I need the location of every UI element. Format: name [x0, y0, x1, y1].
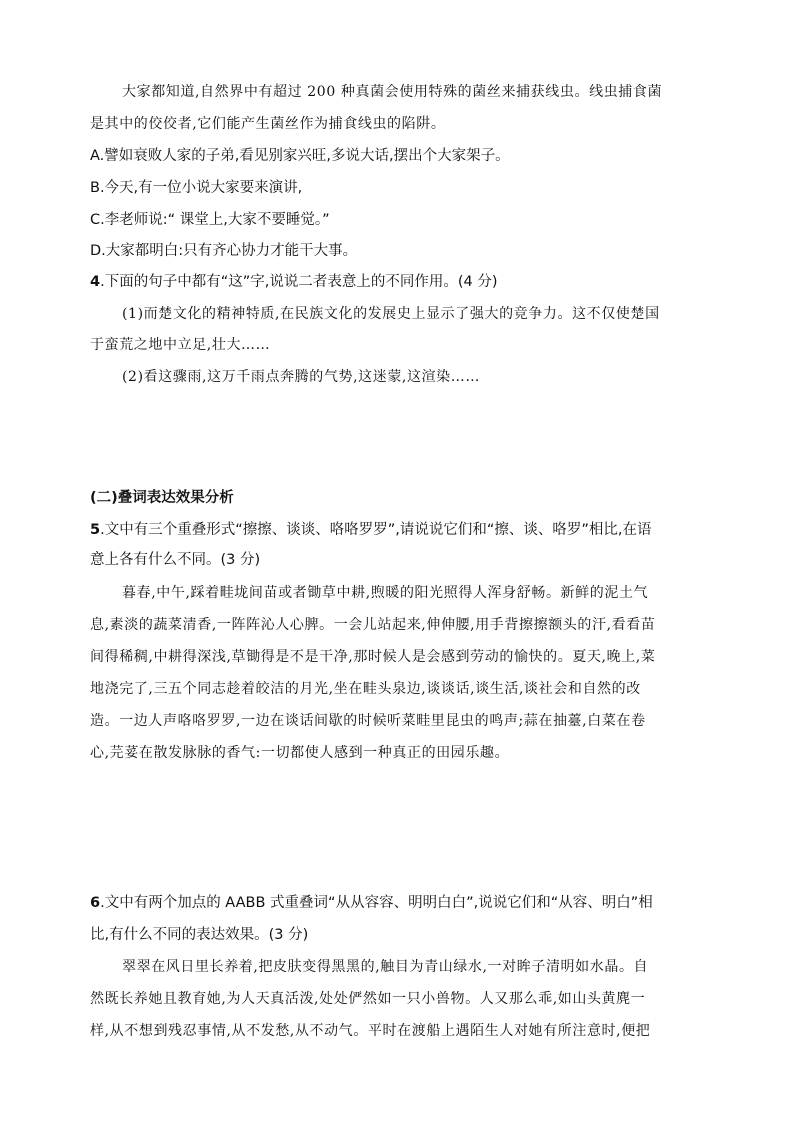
intro-passage-line-2: 是其中的佼佼者,它们能产生菌丝作为捕食线虫的陷阱。 — [90, 116, 446, 132]
q5-passage-line-1: 暮春,中午,踩着畦垅间苗或者锄草中耕,煦暖的阳光照得人浑身舒畅。新鲜的泥土气 — [122, 585, 649, 601]
intro-passage-line-1: 大家都知道,自然界中有超过 200 种真菌会使用特殊的菌丝来捕获线虫。线虫捕食菌 — [122, 84, 663, 100]
question-6-line-1 — [90, 893, 653, 913]
question-4-text: .下面的句子中都有“这”字,说说二者表意上的不同作用。(4 分) — [100, 274, 498, 290]
q4-sentence-1-line-2: 于蛮荒之地中立足,壮大…… — [90, 337, 271, 353]
q6-passage-line-2: 然既长养她且教育她,为人天真活泼,处处俨然如一只小兽物。人又那么乖,如山头黄麂一 — [90, 991, 646, 1007]
q5-passage-line-6: 心,芫荽在散发脉脉的香气:一切都使人感到一种真正的田园乐趣。 — [90, 745, 510, 761]
question-4 — [90, 272, 497, 292]
option-a: A.譬如衰败人家的子弟,看见别家兴旺,多说大话,摆出个大家架子。 — [90, 148, 510, 164]
q5-passage-line-3: 间得稀稠,中耕得深浅,草锄得是不是干净,那时候人是会感到劳动的愉快的。夏天,晚上,菜 — [90, 649, 656, 665]
option-b: B.今天,有一位小说大家要来演讲, — [90, 180, 303, 196]
question-6-text: .文中有两个加点的 AABB 式重叠词“从从容容、明明白白”,说说它们和“从容、明白”相 — [100, 895, 653, 911]
q5-passage-line-4: 地浇完了,三五个同志趁着皎洁的月光,坐在畦头泉边,谈谈话,谈生活,谈社会和自然的改 — [90, 681, 641, 697]
question-6-line-2: 比,有什么不同的表达效果。(3 分) — [90, 927, 309, 943]
q4-sentence-2: (2)看这骤雨,这万千雨点奔腾的气势,这迷蒙,这渲染…… — [122, 369, 480, 385]
q5-passage-line-5: 造。一边人声咯咯罗罗,一边在谈话间歇的时候听菜畦里昆虫的鸣声;蒜在抽薹,白菜在卷 — [90, 713, 646, 729]
question-4-number: 4 — [90, 274, 101, 290]
question-5-text: .文中有三个重叠形式“擦擦、谈谈、咯咯罗罗”,请说说它们和“擦、谈、咯罗”相比,在语 — [100, 522, 652, 538]
q5-passage-line-2: 息,素淡的蔬菜清香,一阵阵沁人心脾。一会儿站起来,伸伸腰,用手背擦擦额头的汗,看看苗 — [90, 617, 656, 633]
question-5-line-2: 意上各有什么不同。(3 分) — [90, 552, 261, 568]
q4-sentence-1-line-1: (1)而楚文化的精神特质,在民族文化的发展史上显示了强大的竞争力。这不仅使楚国 — [122, 306, 660, 322]
question-6-number: 6 — [90, 895, 101, 911]
q6-passage-line-1: 翠翠在风日里长养着,把皮肤变得黑黑的,触目为青山绿水,一对眸子清明如水晶。自 — [122, 959, 649, 975]
option-c: C.李老师说:“ 课堂上,大家不要睡觉。” — [90, 212, 330, 228]
option-d: D.大家都明白:只有齐心协力才能干大事。 — [90, 243, 358, 259]
question-5-line-1 — [90, 520, 651, 540]
section-heading: (二)叠词表达效果分析 — [90, 490, 234, 506]
q6-passage-line-3: 样,从不想到残忍事情,从不发愁,从不动气。平时在渡船上遇陌生人对她有所注意时,便把 — [90, 1023, 651, 1039]
question-5-number: 5 — [90, 522, 101, 538]
